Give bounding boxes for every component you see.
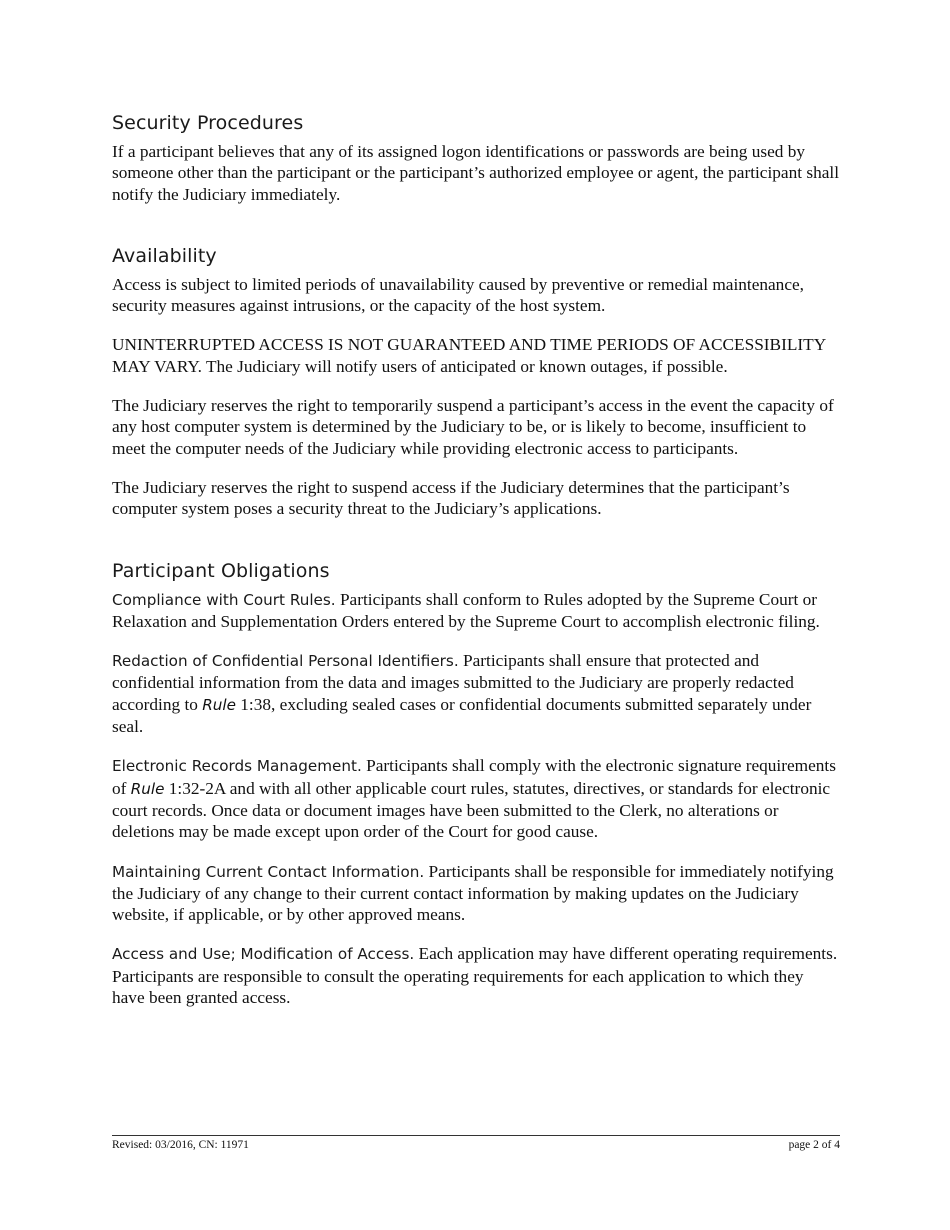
text-records-a: Participants shall comply with the electronic signature requirements of [112, 756, 836, 798]
rule-reference-redaction: Rule [202, 695, 236, 714]
heading-availability: Availability [112, 244, 217, 267]
paragraph-security-notify: If a participant believes that any of its assigned logon identifications or passwords are being used by someone other than the participant or the participant’s authorized employee or agent, the participant shall notify the Judiciary immediately. [112, 142, 839, 204]
paragraph-contact-information [112, 861, 840, 926]
paragraph-records-management [112, 755, 840, 842]
footer-divider [112, 1135, 840, 1136]
paragraph-availability-limited: Access is subject to limited periods of unavailability caused by preventive or remedial maintenance, security measures against intrusions, or the capacity of the host system. [112, 274, 804, 316]
paragraph-redaction [112, 650, 840, 737]
page-content [112, 110, 840, 1026]
paragraph-availability-uninterrupted: UNINTERRUPTED ACCESS IS NOT GUARANTEED AND TIME PERIODS OF ACCESSIBILITY MAY VARY. The Judiciary will notify users of anticipated or known outages, if possible. [112, 335, 826, 376]
heading-security-procedures: Security Procedures [112, 112, 304, 134]
lead-access-use: Access and Use; Modification of Access. [112, 945, 415, 964]
paragraph-availability-suspend-capacity: The Judiciary reserves the right to temporarily suspend a participant’s access in the event the capacity of any host computer system is determined by the Judiciary to be, or is likely to become, insufficient to meet the computer needs of the Judiciary while providing electronic access to participants. [112, 396, 834, 458]
lead-records-management: Electronic Records Management. [112, 757, 362, 776]
text-records-b: 1:32-2A and with all other applicable court rules, statutes, directives, or standards for electronic court records. Once data or document images have been submitted to the Clerk, no alterations or deletions may be made except upon order of the Court for good cause. [112, 778, 831, 842]
paragraph-availability-suspend-security: The Judiciary reserves the right to suspend access if the Judiciary determines that the participant’s computer system poses a security threat to the Judiciary’s applications. [112, 477, 790, 519]
text-compliance: Participants shall conform to Rules adopted by the Supreme Court or Relaxation and Supplementation Orders entered by the Supreme Court to accomplish electronic filing. [112, 589, 820, 631]
lead-contact-information: Maintaining Current Contact Information. [112, 862, 425, 881]
text-access-use: Each application may have different operating requirements. Participants are responsible to consult the operating requirements for each application to which they have been granted access. [112, 944, 838, 1008]
text-redaction-b: 1:38, excluding sealed cases or confidential documents submitted separately under seal. [112, 694, 812, 737]
footer-revision: Revised: 03/2016, CN: 11971 [112, 1139, 249, 1151]
text-contact-information: Participants shall be responsible for immediately notifying the Judiciary of any change to their current contact information by making updates on the Judiciary website, if applicable, or by other approved means. [112, 861, 834, 925]
lead-compliance: Compliance with Court Rules. [112, 590, 336, 609]
paragraph-compliance [112, 589, 840, 633]
heading-participant-obligations: Participant Obligations [112, 559, 330, 582]
text-redaction-a: Participants shall ensure that protected and confidential information from the data and images submitted to the Judiciary are properly redacted according to [112, 651, 794, 714]
rule-reference-records: Rule [130, 779, 165, 798]
paragraph-access-use [112, 943, 840, 1008]
lead-redaction: Redaction of Confidential Personal Identifiers. [112, 652, 459, 671]
footer-page-number: page 2 of 4 [788, 1139, 840, 1151]
